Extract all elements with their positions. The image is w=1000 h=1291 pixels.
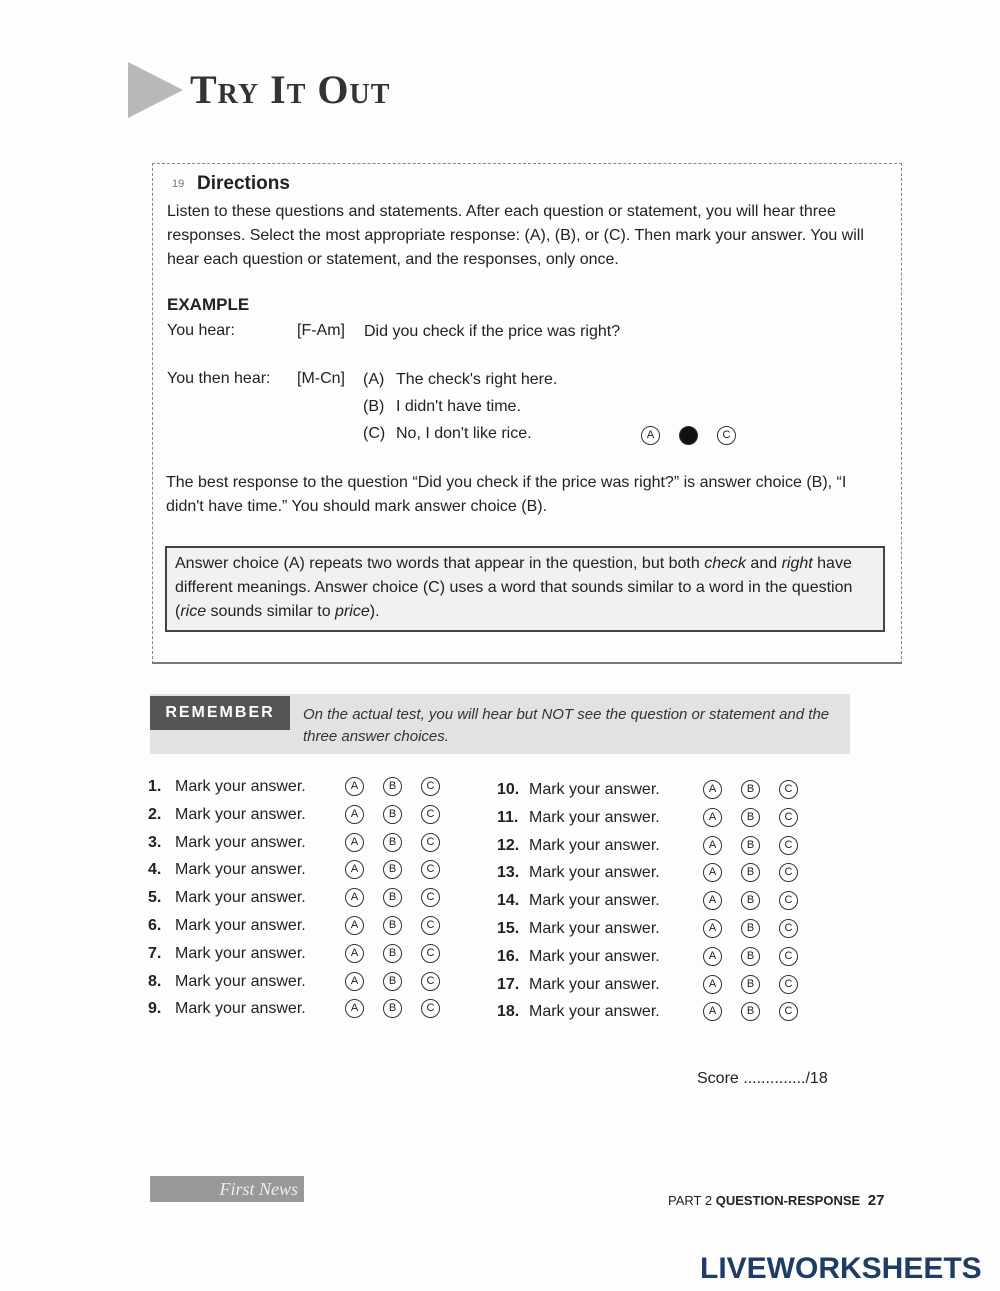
bubble-b[interactable]: B — [383, 805, 402, 824]
question-text: Mark your answer. — [175, 889, 306, 907]
remember-text: On the actual test, you will hear but NOT see the question or statement and the three answer choices. — [303, 706, 830, 745]
bubble-a[interactable]: A — [703, 836, 722, 855]
question-number: 2. — [148, 805, 162, 823]
answer-bubbles — [345, 999, 440, 1018]
example-choice-letter: (C) — [363, 425, 386, 442]
question-text: Mark your answer. — [175, 833, 306, 851]
example-choice-text: No, I don't like rice. — [396, 425, 532, 442]
example-choice-letter: (B) — [363, 398, 385, 415]
explanation-note: Answer choice (A) repeats two words that appear in the question, but both check and right have different meanings. Answer choice (C) uses a word that sounds similar to a word in the question (rice sounds similar to price). — [165, 546, 885, 632]
example-choice-letter: (A) — [363, 371, 385, 388]
bubble-a[interactable]: A — [345, 916, 364, 935]
bubble-b[interactable]: B — [741, 1002, 760, 1021]
question-number: 9. — [148, 1000, 162, 1018]
bubble-b[interactable]: B — [383, 972, 402, 991]
question-number: 13. — [497, 864, 520, 882]
bubble-a[interactable]: A — [345, 833, 364, 852]
question-text: Mark your answer. — [175, 805, 306, 823]
bubble-a[interactable]: A — [703, 919, 722, 938]
answer-bubbles — [703, 891, 798, 910]
question-text: Mark your answer. — [175, 778, 306, 795]
bubble-c: C — [717, 426, 736, 445]
bubble-a[interactable]: A — [703, 808, 722, 827]
answer-bubbles — [703, 919, 798, 938]
question-number: 8. — [148, 972, 162, 990]
question-text: Mark your answer. — [529, 836, 660, 854]
question-text: Mark your answer. — [175, 944, 306, 962]
bubble-c[interactable]: C — [779, 891, 798, 910]
page-footer — [668, 1192, 884, 1209]
bubble-b[interactable]: B — [383, 777, 402, 796]
liveworksheets-watermark: LIVEWORKSHEETS — [700, 1252, 982, 1285]
question-text: Mark your answer. — [529, 1003, 660, 1021]
question-number: 6. — [148, 917, 162, 934]
bubble-b[interactable]: B — [741, 975, 760, 994]
bubble-c[interactable]: C — [779, 863, 798, 882]
question-text: Mark your answer. — [529, 975, 660, 993]
remember-label: REMEMBER — [150, 696, 290, 730]
bubble-a[interactable]: A — [703, 975, 722, 994]
speaker-label: [F-Am] — [297, 322, 345, 339]
answer-bubbles — [345, 860, 440, 879]
question-number: 5. — [148, 889, 162, 907]
publisher-logo: First News — [150, 1176, 304, 1202]
question-number: 12. — [497, 836, 520, 854]
then-hear-label: You then hear: — [167, 370, 271, 387]
footer-part: PART 2 — [668, 1193, 713, 1208]
page-number: 27 — [867, 1192, 885, 1209]
answer-bubbles — [345, 777, 440, 796]
page-title: Try It Out — [190, 67, 391, 112]
question-number: 15. — [497, 920, 520, 937]
question-text: Mark your answer. — [175, 972, 306, 990]
bubble-c[interactable]: C — [779, 975, 798, 994]
speaker-label: [M-Cn] — [297, 370, 345, 387]
question-number: 11. — [497, 808, 519, 826]
bubble-b[interactable]: B — [383, 833, 402, 852]
bubble-c[interactable]: C — [779, 780, 798, 799]
example-choice-text: I didn't have time. — [396, 398, 521, 415]
bubble-a[interactable]: A — [345, 972, 364, 991]
footer-section: QUESTION-RESPONSE — [715, 1193, 861, 1208]
directions-text: Listen to these questions and statements. After each question or statement, you will hear three responses. Select the most appropriate response: (A), (B), or (C). Then mark your answer. You will hear each question or statement, and the responses, only once. — [167, 203, 864, 268]
bubble-a[interactable]: A — [703, 780, 722, 799]
bubble-c[interactable]: C — [779, 947, 798, 966]
bubble-c[interactable]: C — [421, 916, 440, 935]
question-text: Mark your answer. — [175, 917, 306, 934]
example-heading: EXAMPLE — [167, 295, 250, 314]
question-text: Mark your answer. — [529, 808, 660, 826]
answer-bubbles — [345, 972, 440, 991]
question-text: Mark your answer. — [175, 1000, 306, 1018]
question-number: 4. — [148, 861, 162, 879]
answer-bubbles — [345, 805, 440, 824]
question-text: Mark your answer. — [529, 920, 660, 937]
bubble-c[interactable]: C — [779, 836, 798, 855]
bubble-a[interactable]: A — [703, 1002, 722, 1021]
answer-bubbles — [345, 888, 440, 907]
answer-bubbles — [703, 947, 798, 966]
question-number: 17. — [497, 975, 520, 993]
bubble-a[interactable]: A — [345, 944, 364, 963]
answer-bubbles — [703, 836, 798, 855]
bubble-a[interactable]: A — [345, 805, 364, 824]
score: Score ............../18 — [697, 1070, 828, 1087]
bubble-b[interactable]: B — [741, 863, 760, 882]
bubble-c[interactable]: C — [421, 833, 440, 852]
bubble-b-filled: B — [679, 426, 698, 445]
bubble-c[interactable]: C — [421, 972, 440, 991]
answer-bubbles — [703, 808, 798, 827]
bubble-a[interactable]: A — [703, 863, 722, 882]
question-text: Mark your answer. — [529, 947, 660, 965]
audio-track-icon: 19 — [172, 178, 185, 190]
bubble-a[interactable]: A — [345, 888, 364, 907]
answer-bubbles — [703, 975, 798, 994]
bubble-c[interactable]: C — [421, 944, 440, 963]
example-answer-bubbles — [641, 426, 736, 445]
bubble-c[interactable]: C — [779, 1002, 798, 1021]
bubble-c[interactable]: C — [421, 777, 440, 796]
bubble-b[interactable]: B — [383, 999, 402, 1018]
answer-bubbles — [703, 780, 798, 799]
question-text: Mark your answer. — [529, 892, 660, 910]
arrow-icon — [128, 62, 183, 118]
question-text: Mark your answer. — [529, 781, 660, 798]
answer-bubbles — [345, 833, 440, 852]
you-hear-label: You hear: — [167, 322, 235, 339]
bubble-b[interactable]: B — [383, 888, 402, 907]
question-number: 7. — [148, 944, 162, 962]
question-number: 18. — [497, 1003, 520, 1021]
bubble-c[interactable]: C — [421, 860, 440, 879]
bubble-c[interactable]: C — [421, 999, 440, 1018]
bubble-b[interactable]: B — [741, 836, 760, 855]
bubble-a[interactable]: A — [345, 999, 364, 1018]
question-text: Mark your answer. — [175, 861, 306, 879]
bubble-b[interactable]: B — [383, 860, 402, 879]
bubble-b[interactable]: B — [741, 919, 760, 938]
bubble-a[interactable]: A — [345, 860, 364, 879]
example-explanation: The best response to the question “Did you check if the price was right?” is answer choice (B), “I didn't have time.” You should mark answer choice (B). — [166, 474, 847, 515]
answer-bubbles — [345, 944, 440, 963]
directions-heading: Directions — [197, 173, 290, 194]
question-number: 3. — [148, 833, 162, 851]
bubble-b[interactable]: B — [741, 808, 760, 827]
question-text: Mark your answer. — [529, 864, 660, 882]
bubble-b[interactable]: B — [741, 947, 760, 966]
question-number: 1. — [148, 778, 162, 795]
answer-bubbles — [703, 863, 798, 882]
bubble-c[interactable]: C — [421, 888, 440, 907]
bubble-a[interactable]: A — [345, 777, 364, 796]
example-choice-text: The check's right here. — [396, 371, 558, 388]
bubble-b[interactable]: B — [383, 916, 402, 935]
bubble-c[interactable]: C — [779, 919, 798, 938]
bubble-c[interactable]: C — [779, 808, 798, 827]
bubble-b[interactable]: B — [383, 944, 402, 963]
bubble-a[interactable]: A — [703, 947, 722, 966]
example-question: Did you check if the price was right? — [364, 323, 621, 340]
answer-bubbles — [703, 1002, 798, 1021]
question-number: 10. — [497, 781, 520, 798]
bubble-a: A — [641, 426, 660, 445]
bubble-c[interactable]: C — [421, 805, 440, 824]
bubble-b[interactable]: B — [741, 780, 760, 799]
answer-bubbles — [345, 916, 440, 935]
question-number: 16. — [497, 947, 520, 965]
bubble-b[interactable]: B — [741, 891, 760, 910]
bubble-a[interactable]: A — [703, 891, 722, 910]
question-number: 14. — [497, 892, 520, 910]
